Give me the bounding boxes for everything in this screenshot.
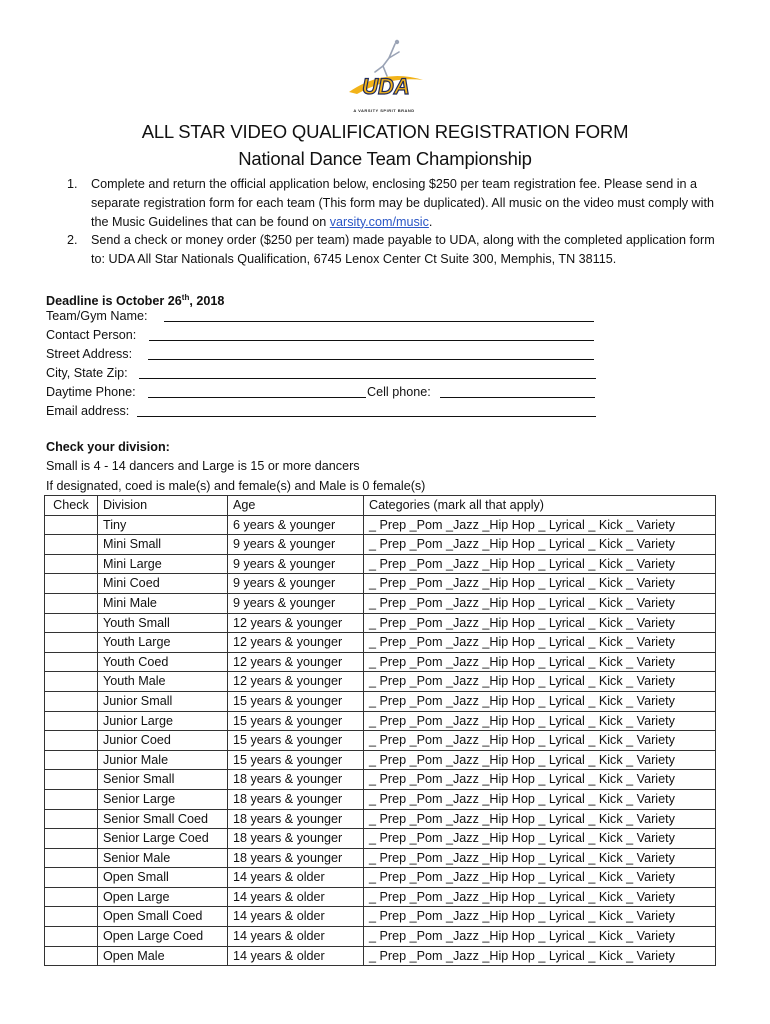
division-categories[interactable]: _ Prep _Pom _Jazz _Hip Hop _ Lyrical _ Kick _ Variety xyxy=(364,613,716,633)
division-age: 12 years & younger xyxy=(228,672,364,692)
division-check-box[interactable] xyxy=(45,887,98,907)
division-name: Junior Male xyxy=(98,750,228,770)
division-check-box[interactable] xyxy=(45,770,98,790)
division-age: 15 years & younger xyxy=(228,750,364,770)
division-name: Open Small Coed xyxy=(98,907,228,927)
division-check-box[interactable] xyxy=(45,829,98,849)
daytime-phone-field[interactable] xyxy=(148,397,366,398)
division-age: 9 years & younger xyxy=(228,593,364,613)
division-name: Mini Male xyxy=(98,593,228,613)
division-age: 9 years & younger xyxy=(228,554,364,574)
deadline-label: Deadline is October 26 xyxy=(46,294,182,309)
division-check-box[interactable] xyxy=(45,652,98,672)
table-row xyxy=(45,887,716,907)
division-name: Youth Coed xyxy=(98,652,228,672)
division-age: 9 years & younger xyxy=(228,574,364,594)
division-name: Senior Male xyxy=(98,848,228,868)
table-row xyxy=(45,868,716,888)
division-table xyxy=(44,495,716,966)
division-categories[interactable]: _ Prep _Pom _Jazz _Hip Hop _ Lyrical _ Kick _ Variety xyxy=(364,731,716,751)
division-check-box[interactable] xyxy=(45,593,98,613)
division-age: 14 years & older xyxy=(228,907,364,927)
contact-person-field[interactable] xyxy=(149,340,594,341)
division-categories[interactable]: _ Prep _Pom _Jazz _Hip Hop _ Lyrical _ Kick _ Variety xyxy=(364,770,716,790)
division-categories[interactable]: _ Prep _Pom _Jazz _Hip Hop _ Lyrical _ Kick _ Variety xyxy=(364,848,716,868)
division-name: Junior Coed xyxy=(98,731,228,751)
page-title: ALL STAR VIDEO QUALIFICATION REGISTRATION FORM xyxy=(141,121,629,142)
division-name: Senior Small Coed xyxy=(98,809,228,829)
division-categories[interactable]: _ Prep _Pom _Jazz _Hip Hop _ Lyrical _ Kick _ Variety xyxy=(364,946,716,966)
division-categories[interactable]: _ Prep _Pom _Jazz _Hip Hop _ Lyrical _ Kick _ Variety xyxy=(364,789,716,809)
division-categories[interactable]: _ Prep _Pom _Jazz _Hip Hop _ Lyrical _ Kick _ Variety xyxy=(364,672,716,692)
instruction-item xyxy=(46,175,732,231)
daytime-phone-label: Daytime Phone: xyxy=(46,385,136,399)
division-check-box[interactable] xyxy=(45,927,98,947)
division-name: Mini Large xyxy=(98,554,228,574)
division-heading: Check your division: xyxy=(46,440,170,454)
division-age: 14 years & older xyxy=(228,887,364,907)
division-name: Senior Small xyxy=(98,770,228,790)
division-check-box[interactable] xyxy=(45,750,98,770)
division-categories[interactable]: _ Prep _Pom _Jazz _Hip Hop _ Lyrical _ Kick _ Variety xyxy=(364,633,716,653)
division-categories[interactable]: _ Prep _Pom _Jazz _Hip Hop _ Lyrical _ Kick _ Variety xyxy=(364,887,716,907)
division-categories[interactable]: _ Prep _Pom _Jazz _Hip Hop _ Lyrical _ Kick _ Variety xyxy=(364,809,716,829)
instruction-number: 1. xyxy=(67,177,78,191)
page-subtitle: National Dance Team Championship xyxy=(238,148,532,169)
deadline-suffix: th xyxy=(181,293,190,302)
table-row xyxy=(45,927,716,947)
table-row xyxy=(45,515,716,535)
division-name: Youth Male xyxy=(98,672,228,692)
table-row xyxy=(45,809,716,829)
division-check-box[interactable] xyxy=(45,868,98,888)
street-address-field[interactable] xyxy=(148,359,594,360)
division-check-box[interactable] xyxy=(45,848,98,868)
instructions-list xyxy=(46,175,732,269)
table-row xyxy=(45,554,716,574)
division-check-box[interactable] xyxy=(45,672,98,692)
division-categories[interactable]: _ Prep _Pom _Jazz _Hip Hop _ Lyrical _ Kick _ Variety xyxy=(364,711,716,731)
size-note: Small is 4 - 14 dancers and Large is 15 or more dancers xyxy=(46,459,360,474)
division-age: 18 years & younger xyxy=(228,770,364,790)
division-categories[interactable]: _ Prep _Pom _Jazz _Hip Hop _ Lyrical _ Kick _ Variety xyxy=(364,554,716,574)
instruction-item xyxy=(46,231,732,269)
division-categories[interactable]: _ Prep _Pom _Jazz _Hip Hop _ Lyrical _ Kick _ Variety xyxy=(364,574,716,594)
team-name-field[interactable] xyxy=(164,321,594,322)
table-row xyxy=(45,946,716,966)
division-categories[interactable]: _ Prep _Pom _Jazz _Hip Hop _ Lyrical _ Kick _ Variety xyxy=(364,652,716,672)
division-categories[interactable]: _ Prep _Pom _Jazz _Hip Hop _ Lyrical _ Kick _ Variety xyxy=(364,691,716,711)
instruction-text: Send a check or money order ($250 per team) made payable to UDA, along with the completed application form to: UDA All Star Nationals Qualification, 6745 Lenox Center Ct Suite 300, Memphis, TN 38115. xyxy=(91,233,715,267)
table-row xyxy=(45,770,716,790)
division-check-box[interactable] xyxy=(45,535,98,555)
age-column-header: Age xyxy=(228,496,364,516)
cell-phone-field[interactable] xyxy=(440,397,595,398)
table-row xyxy=(45,593,716,613)
brand-tagline: A VARSITY SPIRIT BRAND xyxy=(353,108,415,113)
division-check-box[interactable] xyxy=(45,554,98,574)
division-age: 12 years & younger xyxy=(228,613,364,633)
table-row xyxy=(45,574,716,594)
division-info xyxy=(46,438,706,496)
instruction-text: Complete and return the official application below, enclosing $250 per team registration fee. Please send in a separate registration form for each team (This form may be duplicated). All music on the video must comply with the Music Guidelines that can be found on xyxy=(91,177,714,229)
division-name: Senior Large Coed xyxy=(98,829,228,849)
city-state-zip-row xyxy=(46,364,606,383)
table-row xyxy=(45,672,716,692)
division-categories[interactable]: _ Prep _Pom _Jazz _Hip Hop _ Lyrical _ Kick _ Variety xyxy=(364,515,716,535)
division-check-box[interactable] xyxy=(45,613,98,633)
division-categories[interactable]: _ Prep _Pom _Jazz _Hip Hop _ Lyrical _ Kick _ Variety xyxy=(364,829,716,849)
division-check-box[interactable] xyxy=(45,946,98,966)
division-check-box[interactable] xyxy=(45,574,98,594)
division-check-box[interactable] xyxy=(45,789,98,809)
table-row xyxy=(45,691,716,711)
division-check-box[interactable] xyxy=(45,809,98,829)
email-field[interactable] xyxy=(137,416,596,417)
email-row xyxy=(46,402,606,421)
division-name: Junior Small xyxy=(98,691,228,711)
division-name: Junior Large xyxy=(98,711,228,731)
table-row xyxy=(45,829,716,849)
table-row xyxy=(45,652,716,672)
division-name: Senior Large xyxy=(98,789,228,809)
table-row xyxy=(45,907,716,927)
division-rows xyxy=(45,515,716,966)
table-row xyxy=(45,633,716,653)
table-row xyxy=(45,731,716,751)
categories-column-header: Categories (mark all that apply) xyxy=(364,496,716,516)
coed-note: If designated, coed is male(s) and female(s) and Male is 0 female(s) xyxy=(46,478,426,493)
team-name-label: Team/Gym Name: xyxy=(46,309,148,323)
deadline-year: , 2018 xyxy=(189,294,225,309)
division-name: Tiny xyxy=(98,515,228,535)
division-column-header: Division xyxy=(98,496,228,516)
division-age: 15 years & younger xyxy=(228,691,364,711)
division-name: Youth Large xyxy=(98,633,228,653)
city-state-zip-label: City, State Zip: xyxy=(46,366,128,380)
division-categories[interactable]: _ Prep _Pom _Jazz _Hip Hop _ Lyrical _ Kick _ Variety xyxy=(364,868,716,888)
division-age: 14 years & older xyxy=(228,927,364,947)
division-check-box[interactable] xyxy=(45,731,98,751)
uda-logo xyxy=(339,36,429,116)
division-age: 18 years & younger xyxy=(228,809,364,829)
division-name: Mini Coed xyxy=(98,574,228,594)
division-age: 9 years & younger xyxy=(228,535,364,555)
division-age: 18 years & younger xyxy=(228,789,364,809)
instruction-number: 2. xyxy=(67,233,78,248)
music-guidelines-link[interactable]: varsity.com/music xyxy=(329,214,429,229)
phone-row xyxy=(46,383,606,402)
division-check-box[interactable] xyxy=(45,711,98,731)
table-row xyxy=(45,613,716,633)
division-name: Open Small xyxy=(98,868,228,888)
contact-person-label: Contact Person: xyxy=(46,328,137,342)
division-age: 12 years & younger xyxy=(228,633,364,653)
email-label: Email address: xyxy=(46,404,130,418)
uda-logo-text: UDA xyxy=(362,74,410,99)
table-row xyxy=(45,711,716,731)
division-age: 15 years & younger xyxy=(228,711,364,731)
instruction-text-end: . xyxy=(428,214,433,229)
division-name: Youth Small xyxy=(98,613,228,633)
division-categories[interactable]: _ Prep _Pom _Jazz _Hip Hop _ Lyrical _ Kick _ Variety xyxy=(364,750,716,770)
contact-person-row xyxy=(46,326,606,345)
table-row xyxy=(45,848,716,868)
table-row xyxy=(45,750,716,770)
division-categories[interactable]: _ Prep _Pom _Jazz _Hip Hop _ Lyrical _ Kick _ Variety xyxy=(364,907,716,927)
team-name-row xyxy=(46,307,606,326)
division-categories[interactable]: _ Prep _Pom _Jazz _Hip Hop _ Lyrical _ Kick _ Variety xyxy=(364,593,716,613)
division-categories[interactable]: _ Prep _Pom _Jazz _Hip Hop _ Lyrical _ Kick _ Variety xyxy=(364,927,716,947)
division-age: 18 years & younger xyxy=(228,848,364,868)
table-header-row xyxy=(45,496,716,516)
division-name: Mini Small xyxy=(98,535,228,555)
division-age: 18 years & younger xyxy=(228,829,364,849)
division-name: Open Large Coed xyxy=(98,927,228,947)
division-check-box[interactable] xyxy=(45,515,98,535)
deadline-text xyxy=(46,288,606,307)
city-state-zip-field[interactable] xyxy=(139,378,596,379)
street-address-row xyxy=(46,345,606,364)
division-name: Open Male xyxy=(98,946,228,966)
cell-phone-label: Cell phone: xyxy=(366,383,432,402)
division-age: 6 years & younger xyxy=(228,515,364,535)
division-age: 15 years & younger xyxy=(228,731,364,751)
table-row xyxy=(45,535,716,555)
division-check-box[interactable] xyxy=(45,633,98,653)
division-age: 14 years & older xyxy=(228,946,364,966)
division-name: Open Large xyxy=(98,887,228,907)
table-row xyxy=(45,789,716,809)
division-check-box[interactable] xyxy=(45,691,98,711)
street-address-label: Street Address: xyxy=(46,347,133,361)
registration-fields xyxy=(46,288,606,421)
division-age: 14 years & older xyxy=(228,868,364,888)
division-check-box[interactable] xyxy=(45,907,98,927)
check-column-header: Check xyxy=(45,496,98,516)
division-categories[interactable]: _ Prep _Pom _Jazz _Hip Hop _ Lyrical _ Kick _ Variety xyxy=(364,535,716,555)
division-age: 12 years & younger xyxy=(228,652,364,672)
